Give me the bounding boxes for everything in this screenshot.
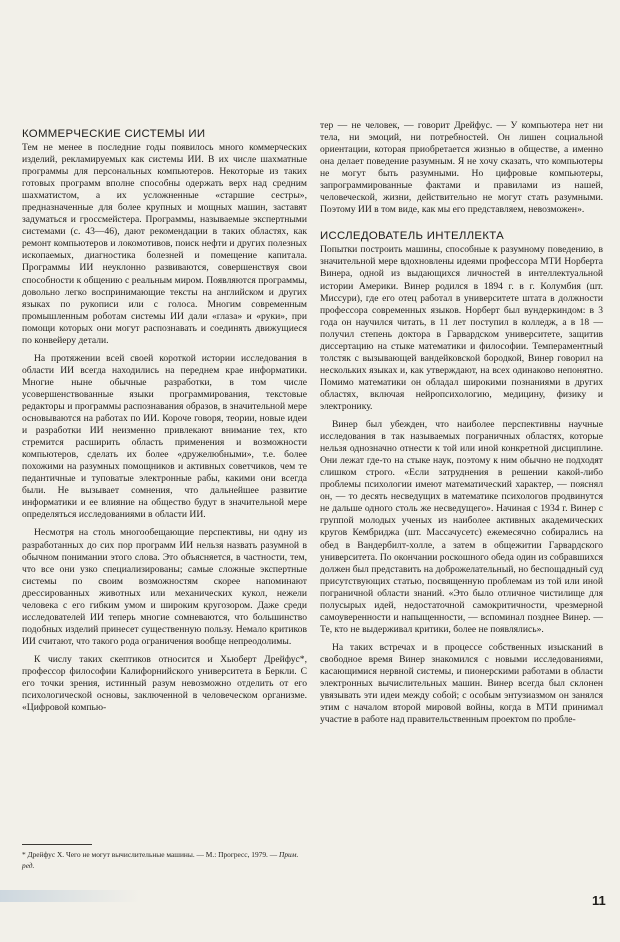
section-heading-commercial: КОММЕРЧЕСКИЕ СИСТЕМЫ ИИ: [22, 128, 206, 140]
page-number: 11: [592, 893, 606, 908]
paragraph: К числу таких скептиков относится и Хьюберт Дрейфус*, профессор философии Калифорнийского университета в Беркли. С его точки зрения, истинный разум невозможно отделить от его психологической основы, заключенной в человеческом организме. «Цифровой компью-: [22, 653, 307, 714]
footnote-text: * Дрейфус Х. Чего не могут вычислительные машины. — М.: Прогресс, 1979. —: [22, 850, 278, 859]
footnote: [22, 850, 302, 871]
paragraph: Несмотря на столь многообещающие перспективы, ни одну из разработанных до сих пор программ ИИ нельзя назвать разумной в обычном понимании этого слова. Это объясняется, в частности, тем, что все они узко специализированы; самые сложные экспертные системы по своим возможностям скорее напоминают дрессированных животных или механических кукол, нежели человека с его гибким умом и широким кругозором. Даже среди исследователей ИИ теперь многие сомневаются, что большинство подобных изделий принесет существенную пользу. Немало критиков ИИ считают, что такого рода ограничения вообще непреодолимы.: [22, 527, 307, 647]
right-column: [320, 120, 603, 726]
footnote-editor-note: Прим. ред.: [22, 850, 299, 870]
footnote-rule: [22, 844, 92, 845]
paragraph: Тем не менее в последние годы появилось много коммерческих изделий, рекламируемых как системы ИИ. В их числе шахматные программы для персональных компьютеров. Некоторые из таких готовых программ вполне способны одержать верх над средним шахматистом, а их усложненные «старшие сестры», предназначенные для более крупных и мощных машин, заставят задуматься и гроссмейстера. Программы, называемые экспертными системами (с. 43—46), дают рекомендации в таких областях, как ремонт компьютеров и локомотивов, поиск нефти и других полезных ископаемых, диагностика болезней и помещение капитала. Программы ИИ неуклонно развиваются, совершенствуя свои способности к общению с реальным миром. Появляются программы, довольно легко воспринимающие тексты на английском и других языках по рукописи или с голоса. Многим современным промышленным роботам системы ИИ дали «глаза» и «руки», при помощи которых они могут распознавать и соединять движущиеся по конвейеру детали.: [22, 142, 307, 346]
page-edge-smudge: [0, 890, 140, 902]
paragraph: Попытки построить машины, способные к разумному поведению, в значительной мере вдохновлены идеями профессора МТИ Норберта Винера, одной из выдающихся личностей в интеллектуальной истории Америки. Винер родился в 1894 г. в г. Колумбия (шт. Миссури), где его отец работал в университете штата в должности профессора современных языков. Норберт был вундеркиндом: в 3 года он научился читать, в 11 лет поступил в колледж, а в 18 — получил степень доктора в Гарвардском университете, защитив диссертацию на стыке математики и философии. Темпераментный толстяк с вызывающей вандейковской бородкой, Винер говорил на нескольких языках и, как утверждают, на всех одинаково непонятно. Помимо математики он обладал широкими познаниями в других областях, включая нейропсихологию, медицину, физику и электронику.: [320, 244, 603, 412]
paragraph: На протяжении всей своей короткой истории исследования в области ИИ всегда находились на переднем крае информатики. Многие ныне обычные разработки, в том числе усовершенствованные языки программирования, текстовые редакторы и программы распознавания образов, в значительной мере основываются на работах по ИИ. Короче говоря, теории, новые идеи и разработки ИИ неизменно привлекают внимание тех, кто стремится расширить область применения и возможности компьютеров, сделать их более «дружелюбными», т.е. более похожими на разумных помощников и активных советчиков, чем те педантичные и туповатые электронные рабы, какими они всегда были. Не вызывает сомнения, что дальнейшее развитие информатики и ее влияние на общество будут в значительной мере определяться исследованиями в области ИИ.: [22, 352, 307, 521]
paragraph: Винер был убежден, что наиболее перспективны научные исследования в так называемых пограничных областях, которые нельзя однозначно отнести к той или иной конкретной дисциплине. Они лежат где-то на стыке наук, поэтому к ним обычно не подходят слишком строго. «Если затруднения в решении какой-либо проблемы психологии имеют математический характер, — пояснял он, — то десять несведущих в математике психологов продвинутся не дальше одного столь же несведущего». Начиная с 1934 г. Винер с группой молодых ученых из наиболее активных академических кругов Кембриджа (шт. Массачусетс) ежемесячно собирались на обед в Вандербилт-холле, а затем в общежитии Гарвардского университета. По окончании роскошного обеда один из собравшихся должен был представить на доброжелательный, но беспощадный суд присутствующих статью, посвященную проблемам из той или иной пограничной области знаний. «Это было отличное чистилище для полусырых идей, недостаточной самокритичности, чрезмерной самоуверенности и напыщенности, — вспоминал позднее Винер. — Те, кто не выдерживал критики, более не появлялись».: [320, 419, 603, 635]
section-heading-researcher: ИССЛЕДОВАТЕЛЬ ИНТЕЛЛЕКТА: [320, 230, 505, 243]
left-column: [22, 118, 307, 714]
paragraph: тер — не человек, — говорит Дрейфус. — У компьютера нет ни тела, ни эмоций, ни потребностей. Он лишен социальной ориентации, которая приобретается жизнью в обществе, а именно она делает поведение разумным. Я не хочу сказать, что компьютеры не могут быть разумными. Но цифровые компьютеры, запрограммированные фактами и правилами из нашей, человеческой, жизни, действительно не могут стать разумными. Поэтому ИИ в том виде, как мы его представляем, невозможен».: [320, 120, 603, 216]
paragraph: На таких встречах и в процессе собственных изысканий в свободное время Винер знакомился с новыми исследованиями, касающимися нервной системы, и пионерскими работами в области электронных вычислительных машин. Винер всегда был склонен увязывать эти идеи между собой; с особым энтузиазмом он занялся этим с началом второй мировой войны, когда в МТИ принимал участие в работе над правительственным проектом по пробле-: [320, 641, 603, 726]
